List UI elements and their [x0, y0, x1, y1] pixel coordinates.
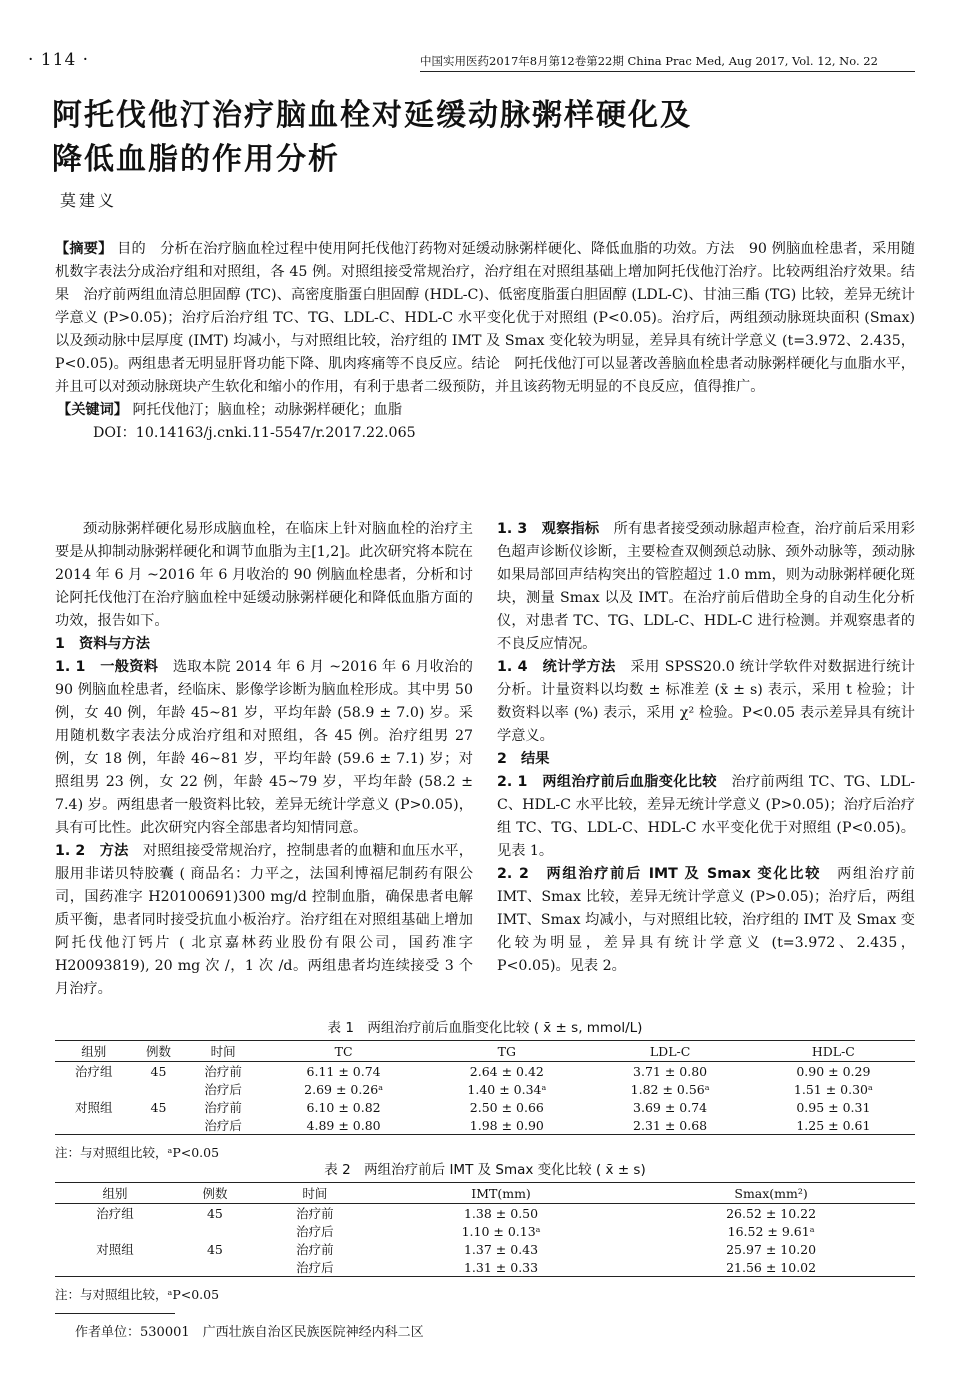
section-heading-1: 1 资料与方法: [55, 636, 150, 652]
article-title: [52, 94, 912, 182]
table-1-header: TG: [425, 1041, 588, 1062]
table-cell: 0.95 ± 0.31: [796, 1099, 871, 1115]
table-cell: 1.51 ± 0.30ᵃ: [793, 1081, 873, 1097]
table-1-header: HDL-C: [752, 1041, 915, 1062]
table-cell: [55, 1116, 133, 1135]
table-cell: 4.89 ± 0.80: [306, 1117, 381, 1133]
table-cell: 对照组: [96, 1242, 134, 1257]
table-cell: 6.11 ± 0.74: [306, 1063, 381, 1079]
table-cell: [55, 1258, 175, 1277]
table-2-note: 注：与对照组比较，ᵃP<0.05: [55, 1287, 220, 1302]
table-cell: [55, 1222, 175, 1240]
table-cell: 对照组: [75, 1100, 113, 1115]
table-cell: 3.71 ± 0.80: [633, 1063, 708, 1079]
table-row: [55, 1222, 915, 1240]
subsection-text-1-3: 所有患者接受颈动脉超声检查，治疗前后采用彩色超声诊断仪诊断，主要检查双侧颈总动脉、颈外动脉等，颈动脉如果局部回声结构突出的管腔超过 1.0 mm，则为动脉粥样硬化斑块，测量 Smax 以及 IMT。在治疗前后借助全身的自动生化分析仪，对患者 TC、TG、LDL-C、HDL-C 进行检测。并观察患者的不良反应情况。: [497, 521, 915, 652]
table-2-header: 组别: [55, 1183, 175, 1204]
table-cell: 45: [150, 1063, 167, 1079]
table-cell: 45: [150, 1099, 167, 1115]
table-cell: 45: [206, 1205, 223, 1221]
table-cell: 45: [206, 1241, 223, 1257]
table-2-title: 表 2 两组治疗前后 IMT 及 Smax 变化比较 ( x̄ ± s): [324, 1162, 646, 1178]
table-cell: 治疗后: [204, 1118, 242, 1133]
table-1-header: 例数: [133, 1041, 185, 1062]
footer-rule: [55, 1313, 175, 1314]
table-cell: 6.10 ± 0.82: [306, 1099, 381, 1115]
table-1-header: 时间: [184, 1041, 262, 1062]
table-row: [55, 1098, 915, 1116]
subsection-heading-2-2: 2. 2 两组治疗前后 IMT 及 Smax 变化比较: [497, 866, 822, 882]
table-cell: 治疗组: [75, 1064, 113, 1079]
table-2-header: Smax(mm²): [627, 1183, 915, 1204]
table-cell: 25.97 ± 10.20: [726, 1241, 817, 1257]
table-1-header: 组别: [55, 1041, 133, 1062]
subsection-heading-1-1: 1. 1 一般资料: [55, 659, 159, 675]
table-1-header: LDL-C: [588, 1041, 751, 1062]
table-cell: 2.31 ± 0.68: [633, 1117, 708, 1133]
table-cell: 治疗后: [296, 1260, 334, 1275]
doi: DOI：10.14163/j.cnki.11-5547/r.2017.22.065: [93, 425, 416, 441]
table-2-header: IMT(mm): [375, 1183, 627, 1204]
table-1-header: TC: [262, 1041, 425, 1062]
table-cell: [55, 1080, 133, 1098]
subsection-text-1-4: 采用 SPSS20.0 统计学软件对数据进行统计分析。计量资料以均数 ± 标准差 (x̄ ± s) 表示，采用 t 检验；计数资料以率 (%) 表示，采用 χ² 检验。P<0.05 表示差异具有统计学意义。: [497, 659, 915, 744]
table-1-title: 表 1 两组治疗前后血脂变化比较 ( x̄ ± s, mmol/L): [327, 1020, 643, 1036]
table-cell: 治疗组: [96, 1206, 134, 1221]
table-2: [55, 1158, 915, 1303]
subsection-heading-1-2: 1. 2 方法: [55, 843, 129, 859]
table-cell: 2.69 ± 0.26ᵃ: [304, 1081, 384, 1097]
subsection-heading-1-3: 1. 3 观察指标: [497, 521, 600, 537]
table-1-note: 注：与对照组比较，ᵃP<0.05: [55, 1145, 220, 1160]
table-cell: 治疗后: [296, 1224, 334, 1239]
subsection-heading-2-1: 2. 1 两组治疗前后血脂变化比较: [497, 774, 717, 790]
table-cell: 21.56 ± 10.02: [726, 1259, 817, 1275]
table-cell: [175, 1222, 255, 1240]
author-affiliation: 作者单位：530001 广西壮族自治区民族医院神经内科二区: [75, 1325, 424, 1340]
subsection-text-2-2: 两组治疗前 IMT、Smax 比较，差异无统计学意义 (P>0.05)；治疗后，两组 IMT、Smax 均减小，与对照组比较，治疗组的 IMT 及 Smax 变化较为明显，差异具有统计学意义 (t=3.972、2.435，P<0.05)。见表 2。: [497, 866, 915, 974]
body-left-column: [55, 518, 473, 1001]
subsection-heading-1-4: 1. 4 统计学方法: [497, 659, 616, 675]
header-rule: [420, 71, 915, 72]
author: 莫建义: [60, 191, 118, 210]
table-row: [55, 1204, 915, 1223]
table-row: [55, 1240, 915, 1258]
table-cell: 2.64 ± 0.42: [469, 1063, 544, 1079]
table-row: [55, 1258, 915, 1277]
subsection-text-2-1: 治疗前两组 TC、TG、LDL-C、HDL-C 水平比较，差异无统计学意义 (P>0.05)；治疗后治疗组 TC、TG、LDL-C、HDL-C 水平变化优于对照组 (P<0.05)。见表 1。: [497, 774, 915, 859]
table-1-grid: [55, 1040, 915, 1135]
table-row: [55, 1116, 915, 1135]
page-number: · 114 ·: [28, 50, 90, 70]
table-cell: 1.37 ± 0.43: [463, 1241, 539, 1257]
table-cell: 1.40 ± 0.34ᵃ: [467, 1081, 547, 1097]
table-cell: 1.82 ± 0.56ᵃ: [630, 1081, 710, 1097]
table-1: [55, 1016, 915, 1161]
subsection-text-1-2: 对照组接受常规治疗，控制患者的血糖和血压水平，服用非诺贝特胶囊 ( 商品名：力平之，法国利博福尼制药有限公司，国药准字 H20100691)300 mg/d 控制血脂，确保患者电解质平衡，患者同时接受抗血小板治疗。治疗组在对照组基础上增加阿托伐他汀钙片 ( 北京嘉林药业股份有限公司，国药准字 H20093819), 20 mg 次 /，1 次 /d。两组患者均连续接受 3 个月治疗。: [55, 843, 473, 997]
journal-header: 中国实用医药2017年8月第12卷第22期 China Prac Med, Aug 2017, Vol. 12, No. 22: [420, 54, 878, 68]
table-cell: 16.52 ± 9.61ᵃ: [727, 1223, 815, 1239]
table-cell: 1.98 ± 0.90: [469, 1117, 544, 1133]
table-2-header: 时间: [255, 1183, 375, 1204]
table-cell: 治疗前: [296, 1206, 334, 1221]
table-cell: 26.52 ± 10.22: [726, 1205, 817, 1221]
intro-paragraph: 颈动脉粥样硬化易形成脑血栓，在临床上针对脑血栓的治疗主要是从抑制动脉粥样硬化和调节血脂为主[1,2]。此次研究将本院在 2014 年 6 月 ~2016 年 6 月收治的 90 例脑血栓患者，分析和讨论阿托伐他汀在治疗脑血栓中延缓动脉粥样硬化和降低血脂方面的功效，报告如下。: [55, 521, 473, 629]
table-cell: 治疗后: [204, 1082, 242, 1097]
table-cell: 治疗前: [296, 1242, 334, 1257]
body-right-column: [497, 518, 915, 978]
table-cell: 3.69 ± 0.74: [633, 1099, 708, 1115]
keywords: 阿托伐他汀；脑血栓；动脉粥样硬化；血脂: [132, 402, 403, 418]
table-cell: 1.10 ± 0.13ᵃ: [461, 1223, 541, 1239]
keywords-label: 【关键词】: [57, 402, 128, 418]
table-cell: 1.38 ± 0.50: [463, 1205, 539, 1221]
title-line-1: 阿托伐他汀治疗脑血栓对延缓动脉粥样硬化及: [52, 98, 692, 133]
table-2-header: 例数: [175, 1183, 255, 1204]
table-1-header-row: [55, 1041, 915, 1062]
table-cell: 治疗前: [204, 1064, 242, 1079]
section-heading-2: 2 结果: [497, 751, 550, 767]
table-cell: [133, 1116, 185, 1135]
table-row: [55, 1062, 915, 1081]
table-2-header-row: [55, 1183, 915, 1204]
abstract: [55, 238, 915, 445]
table-cell: 治疗前: [204, 1100, 242, 1115]
table-cell: 1.25 ± 0.61: [796, 1117, 871, 1133]
subsection-text-1-1: 选取本院 2014 年 6 月 ~2016 年 6 月收治的 90 例脑血栓患者，经临床、影像学诊断为脑血栓形成。其中男 50 例，女 40 例，年龄 45~81 岁，平均年龄 (58.9 ± 7.0) 岁。采用随机数字表法分成治疗组和对照组，各 45 例。治疗组男 27 例，女 18 例，年龄 46~81 岁，平均年龄 (59.6 ± 7.1) 岁；对照组男 23 例，女 22 例，年龄 45~79 岁，平均年龄 (58.2 ± 7.4) 岁。两组患者一般资料比较，差异无统计学意义 (P>0.05)，具有可比性。此次研究内容全部患者均知情同意。: [55, 659, 473, 836]
table-cell: [175, 1258, 255, 1277]
table-row: [55, 1080, 915, 1098]
abstract-label: 【摘要】: [55, 241, 113, 257]
abstract-text: 目的 分析在治疗脑血栓过程中使用阿托伐他汀药物对延缓动脉粥样硬化、降低血脂的功效。方法 90 例脑血栓患者，采用随机数字表法分成治疗组和对照组，各 45 例。对照组接受常规治疗，治疗组在对照组基础上增加阿托伐他汀治疗。比较两组治疗效果。结果 治疗前两组血清总胆固醇 (TC)、高密度脂蛋白胆固醇 (HDL-C)、低密度脂蛋白胆固醇 (LDL-C)、甘油三酯 (TG) 比较，差异无统计学意义 (P>0.05)；治疗后治疗组 TC、TG、LDL-C、HDL-C 水平变化优于对照组 (P<0.05)。治疗后，两组颈动脉斑块面积 (Smax) 以及颈动脉中层厚度 (IMT) 均减小，与对照组比较，治疗组的 IMT 及 Smax 变化较为明显，差异具有统计学意义 (t=3.972、2.435，P<0.05)。两组患者无明显肝肾功能下降、肌肉疼痛等不良反应。结论 阿托伐他汀可以显著改善脑血栓患者动脉粥样硬化与血脂水平，并且可以对颈动脉斑块产生软化和缩小的作用，有利于患者二级预防，并且该药物无明显的不良反应，值得推广。: [55, 241, 915, 395]
table-cell: 0.90 ± 0.29: [796, 1063, 871, 1079]
table-cell: 2.50 ± 0.66: [469, 1099, 544, 1115]
table-cell: 1.31 ± 0.33: [463, 1259, 539, 1275]
table-cell: [133, 1080, 185, 1098]
title-line-2: 降低血脂的作用分析: [52, 142, 340, 177]
table-2-grid: [55, 1182, 915, 1277]
